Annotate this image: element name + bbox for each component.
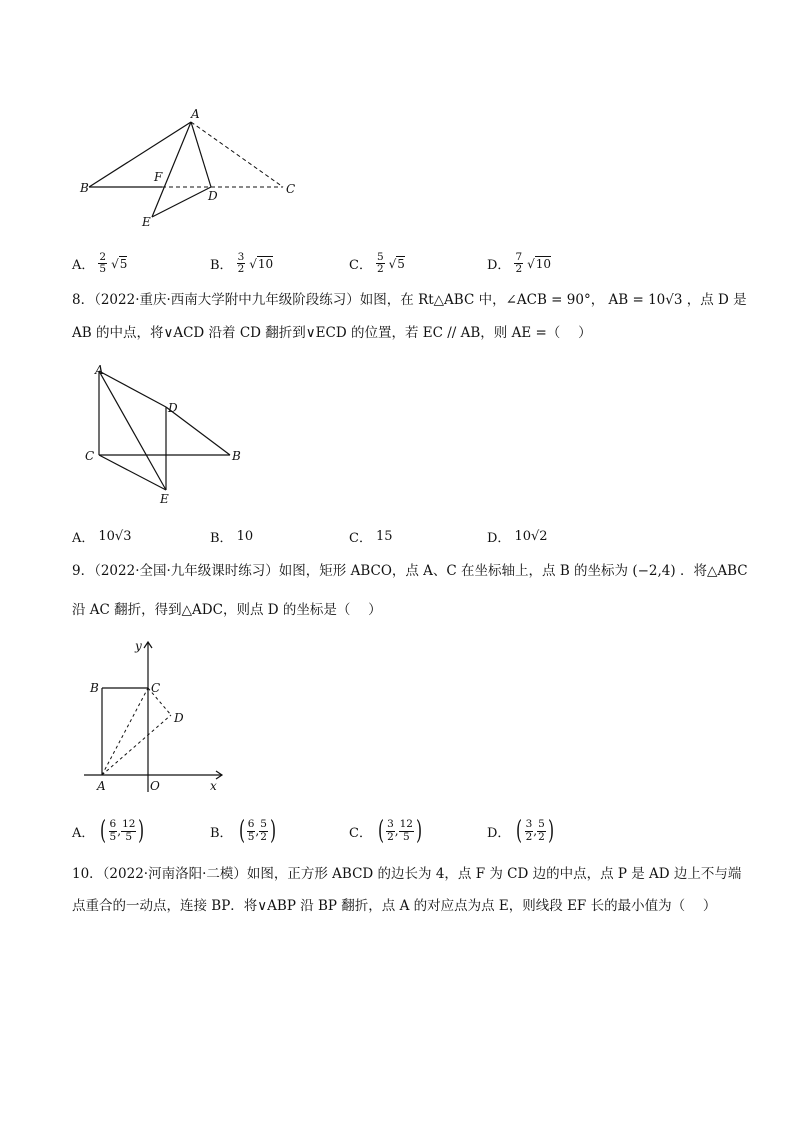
q9-label-A: A [97, 779, 106, 793]
q9-text-line1: 9．（2022·全国·九年级课时练习）如图，矩形 ABCO，点 A、C 在坐标轴上，点 B 的坐标为 (−2,4) ．将△ABC [72, 563, 748, 579]
fraction: $\frac{7}{2}$ [515, 251, 523, 276]
q7-figure [78, 105, 308, 235]
option-letter: D． [487, 258, 511, 274]
q9-option-b[interactable] [210, 818, 278, 844]
option-letter: C． [349, 258, 372, 274]
q7-label-D: D [208, 189, 218, 203]
q9-label-O: O [150, 779, 160, 793]
q8-label-E: E [160, 492, 169, 506]
q7-label-C: C [286, 182, 296, 196]
option-letter: C． [349, 825, 372, 841]
q7-option-b[interactable] [210, 252, 273, 275]
q7-label-A: A [191, 107, 200, 121]
coordinate-pair: ( $\frac{6}{5}$ , $\frac{5}{2}$ ) [238, 816, 277, 846]
q7-option-a[interactable] [72, 252, 127, 275]
sqrt: √5 [111, 256, 128, 271]
q8-option-a[interactable] [72, 527, 132, 546]
q7-label-F: F [154, 170, 163, 184]
q8-label-C: C [85, 449, 95, 463]
option-value: 15 [375, 529, 393, 544]
q8-label-A: A [95, 363, 104, 377]
q7-option-c[interactable] [349, 252, 405, 275]
q8-option-b[interactable] [210, 527, 253, 546]
q9-label-B: B [90, 681, 99, 695]
q9-option-c[interactable] [349, 818, 424, 844]
sqrt: √10 [249, 256, 274, 271]
fraction: $\frac{5}{2}$ [376, 251, 384, 276]
option-letter: D． [487, 825, 511, 841]
coordinate-pair: ( $\frac{3}{2}$ , $\frac{5}{2}$ ) [516, 816, 554, 846]
q9-label-D: D [174, 711, 184, 725]
q8-option-c[interactable] [349, 527, 393, 546]
option-letter: B． [210, 258, 233, 274]
option-letter: A． [72, 531, 95, 546]
option-value: 10√3 [98, 529, 132, 544]
fraction: $\frac{6}{5}$ [109, 818, 117, 843]
q7-segment-AD [191, 122, 211, 187]
q7-option-d[interactable] [487, 252, 551, 275]
q7-segment-BA [89, 122, 191, 187]
q9-option-d[interactable] [487, 818, 556, 844]
fraction: $\frac{12}{5}$ [399, 818, 413, 843]
q8-label-D: D [168, 401, 178, 415]
fraction: $\frac{3}{2}$ [387, 818, 394, 843]
q8-figure [82, 362, 252, 512]
q8-text-line1: 8．（2022·重庆·西南大学附中九年级阶段练习）如图，在 Rt△ABC 中，∠ACB = 90°， AB = 10√3 ，点 D 是 [72, 292, 747, 308]
sqrt: √5 [388, 256, 405, 271]
q8-label-B: B [232, 449, 241, 463]
q9-figure [82, 630, 232, 800]
fraction: $\frac{3}{2}$ [525, 818, 533, 843]
fraction: $\frac{6}{5}$ [247, 818, 255, 843]
q9-option-a[interactable] [72, 818, 147, 844]
coordinate-pair: ( $\frac{3}{2}$ , $\frac{12}{5}$ ) [377, 816, 423, 846]
option-letter: B． [210, 531, 233, 546]
q9-segment-AC-dashed [102, 688, 148, 775]
option-value: 10 [236, 529, 254, 544]
option-value: 10√2 [514, 529, 548, 544]
q8-text-line2: AB 的中点，将∨ACD 沿着 CD 翻折到∨ECD 的位置，若 EC // AB，则 AE =（ ） [72, 325, 592, 341]
sqrt: √10 [527, 256, 552, 271]
option-letter: C． [349, 531, 372, 546]
q7-segment-AC-dashed [191, 122, 283, 187]
q7-segment-ED [152, 187, 211, 217]
q10-text-line1: 10．（2022·河南洛阳·二模）如图，正方形 ABCD 的边长为 4，点 F 为 CD 边的中点，点 P 是 AD 边上不与端 [72, 866, 742, 882]
option-letter: B． [210, 825, 233, 841]
fraction: $\frac{5}{2}$ [538, 818, 545, 843]
q9-segment-AD-dashed [102, 715, 171, 775]
coordinate-pair: ( $\frac{6}{5}$ , $\frac{12}{5}$ ) [100, 816, 145, 846]
q7-label-B: B [80, 181, 89, 195]
q10-text-line2: 点重合的一动点，连接 BP．将∨ABP 沿 BP 翻折，点 A 的对应点为点 E，则线段 EF 长的最小值为（ ） [72, 898, 717, 914]
fraction: $\frac{12}{5}$ [122, 818, 136, 843]
option-letter: A． [72, 825, 95, 841]
q8-option-d[interactable] [487, 527, 548, 546]
q9-label-C: C [151, 681, 161, 695]
option-letter: A． [72, 258, 95, 274]
fraction: $\frac{2}{5}$ [99, 251, 107, 276]
q9-label-y: y [135, 639, 142, 653]
fraction: $\frac{3}{2}$ [237, 251, 245, 276]
option-letter: D． [487, 531, 511, 546]
q9-text-line2: 沿 AC 翻折，得到△ADC，则点 D 的坐标是（ ） [72, 602, 382, 618]
q7-label-E: E [142, 215, 151, 229]
fraction: $\frac{5}{2}$ [260, 818, 267, 843]
q9-label-x: x [210, 779, 217, 793]
